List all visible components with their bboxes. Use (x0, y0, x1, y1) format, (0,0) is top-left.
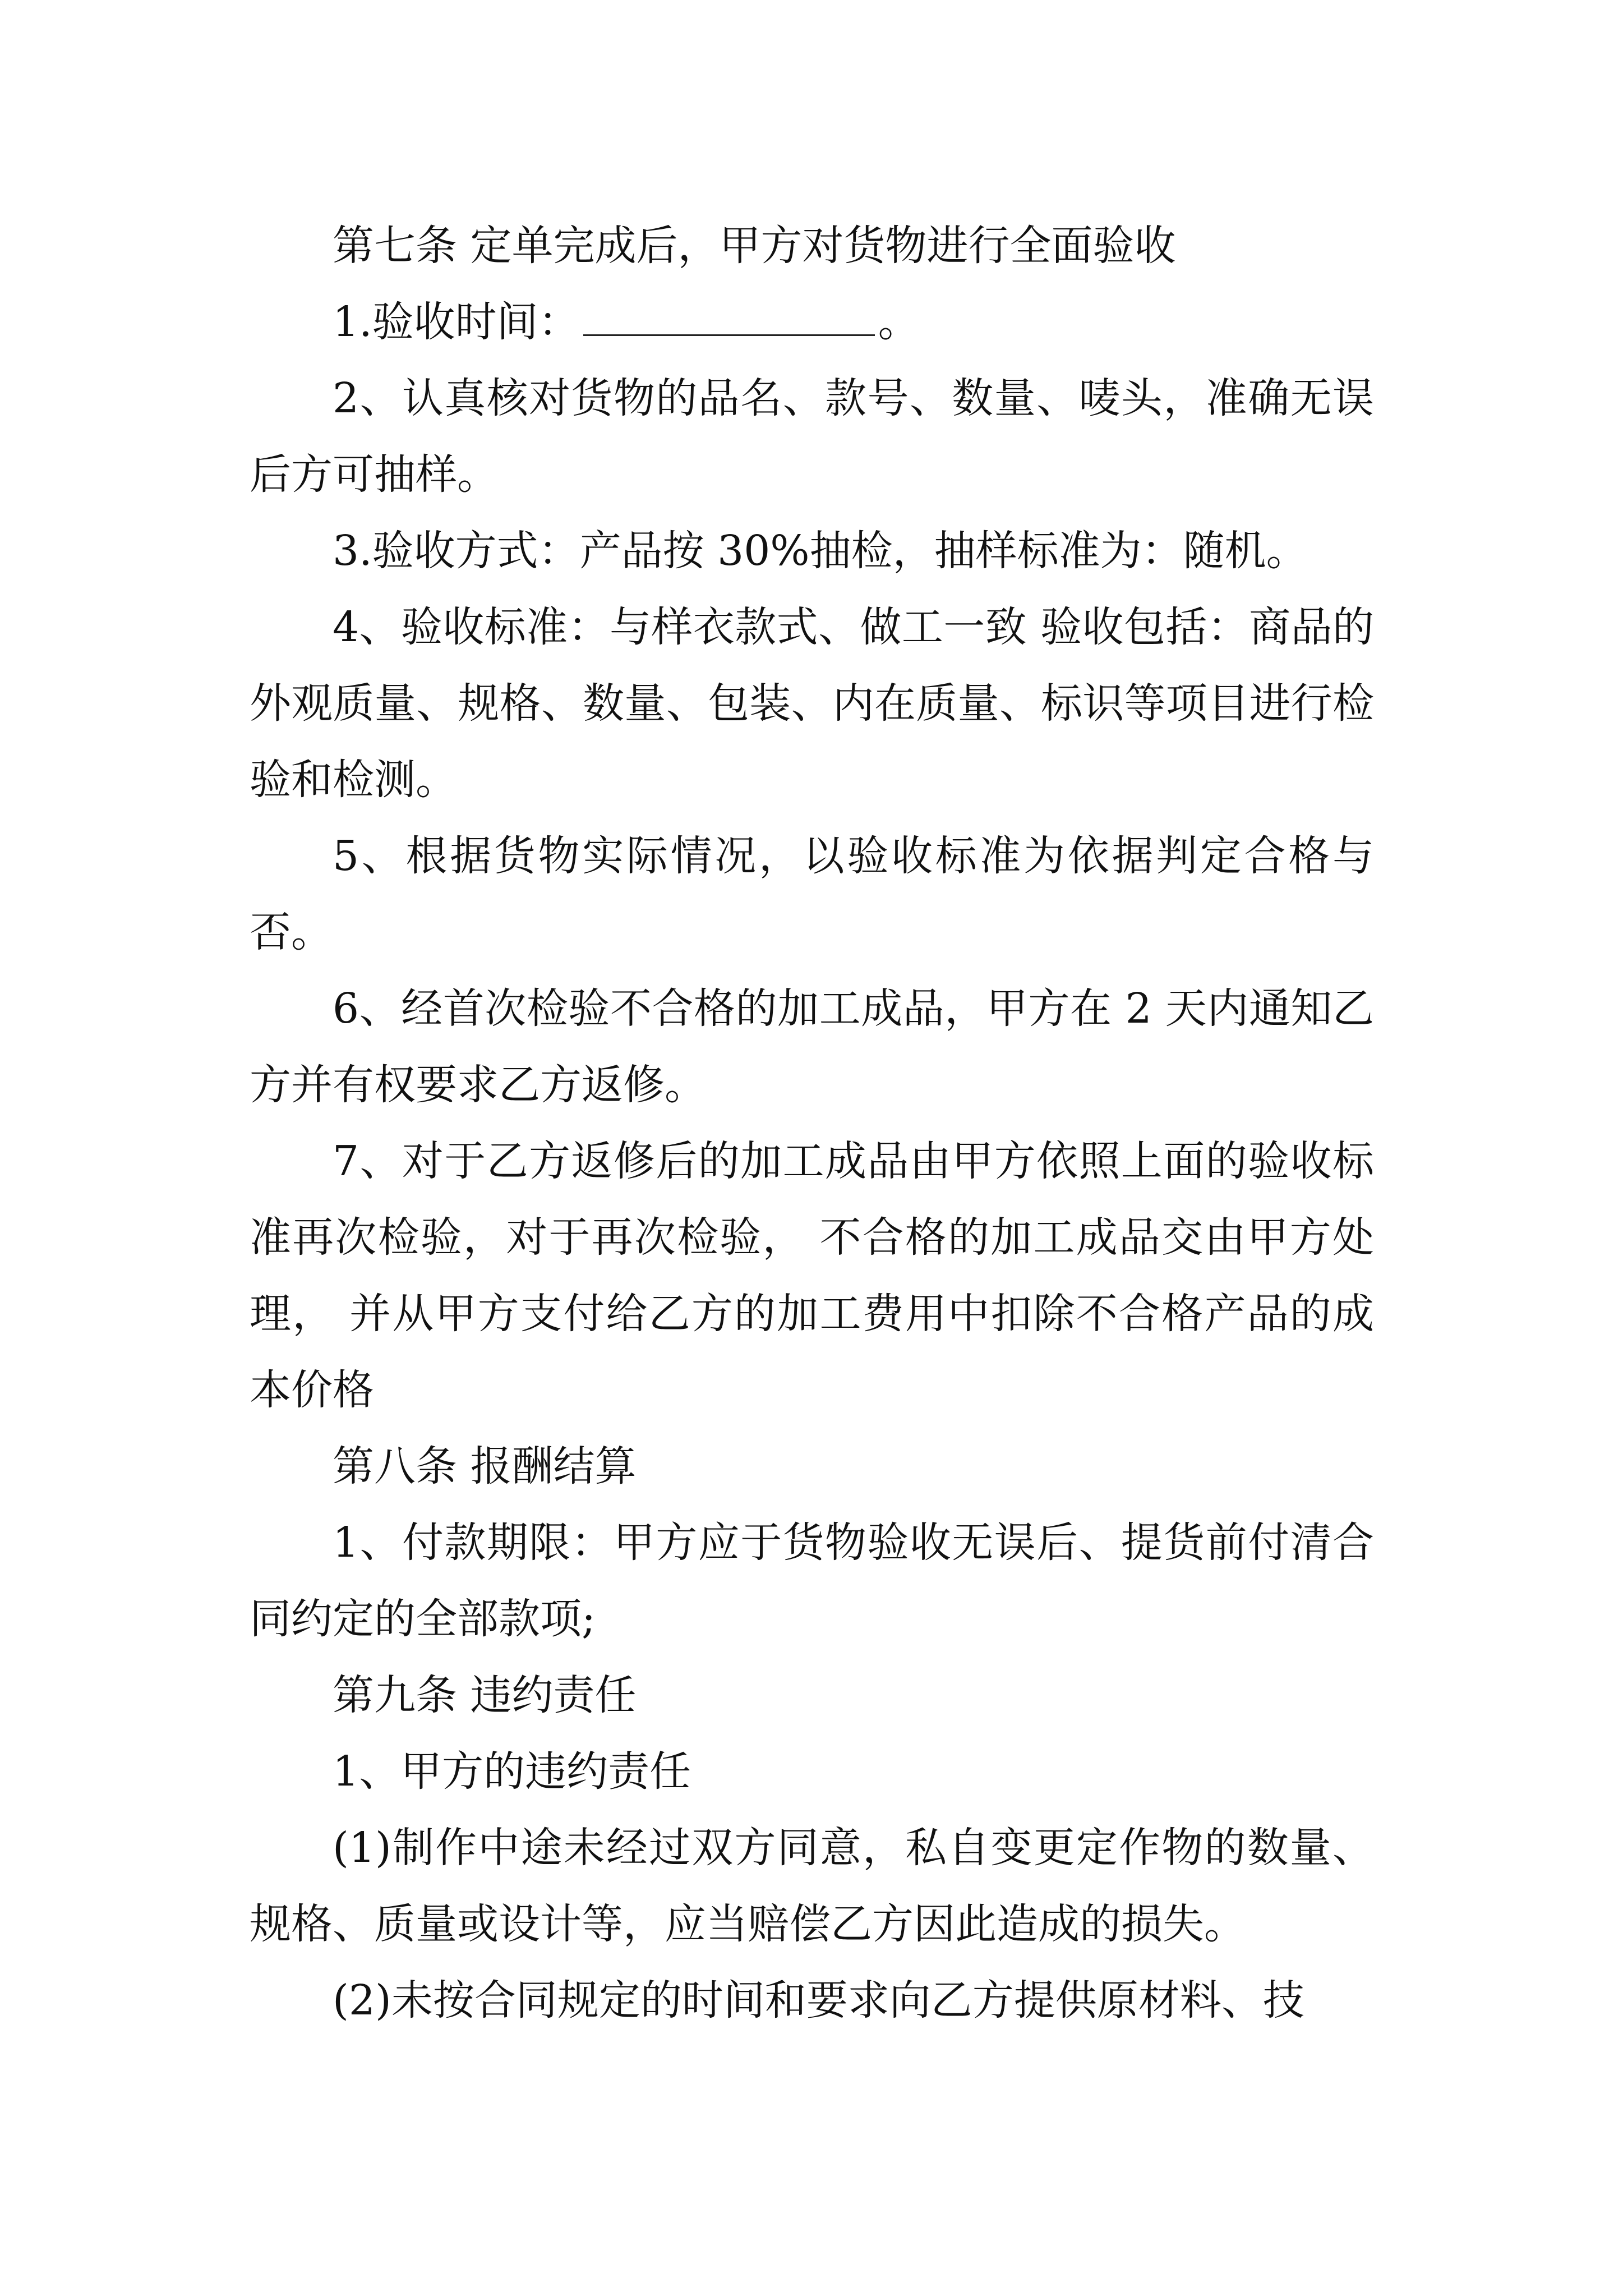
document-body (250, 208, 1374, 2039)
inspection-time-period: 。 (878, 298, 920, 346)
inspection-time-line (250, 284, 1374, 360)
clause-9-1-1: (1)制作中途未经过双方同意，私自变更定作物的数量、规格、质量或设计等，应当赔偿乙方因此造成的损失。 (250, 1824, 1374, 1948)
clause-7-3: 3.验收方式：产品按 30%抽检，抽样标准为：随机。 (333, 527, 1308, 575)
article-9-heading: 第九条 违约责任 (333, 1671, 637, 1719)
article-7-heading: 第七条 定单完成后，甲方对货物进行全面验收 (333, 222, 1176, 270)
clause-7-7: 7、对于乙方返修后的加工成品由甲方依照上面的验收标准再次检验，对于再次检验， 不合格的加工成品交由甲方处理， 并从甲方支付给乙方的加工费用中扣除不合格产品的成本价格 (250, 1137, 1374, 1414)
clause-9-1: 1、甲方的违约责任 (333, 1747, 691, 1796)
inspection-time-blank[interactable] (583, 301, 875, 336)
clause-7-4: 4、验收标准：与样衣款式、做工一致 验收包括：商品的外观质量、规格、数量、包装、内在质量、标识等项目进行检验和检测。 (250, 603, 1374, 804)
clause-8-1: 1、付款期限：甲方应于货物验收无误后、提货前付清合同约定的全部款项; (250, 1519, 1374, 1643)
clause-9-1-2: (2)未按合同规定的时间和要求向乙方提供原材料、技 (333, 1976, 1304, 2024)
clause-7-6: 6、经首次检验不合格的加工成品，甲方在 2 天内通知乙方并有权要求乙方返修。 (250, 984, 1374, 1109)
clause-7-5: 5、根据货物实际情况，以验收标准为依据判定合格与否。 (250, 832, 1374, 956)
article-8-heading: 第八条 报酬结算 (333, 1442, 637, 1490)
clause-7-2: 2、认真核对货物的品名、款号、数量、唛头，准确无误后方可抽样。 (250, 374, 1374, 499)
inspection-time-label: 1.验收时间： (333, 298, 580, 346)
